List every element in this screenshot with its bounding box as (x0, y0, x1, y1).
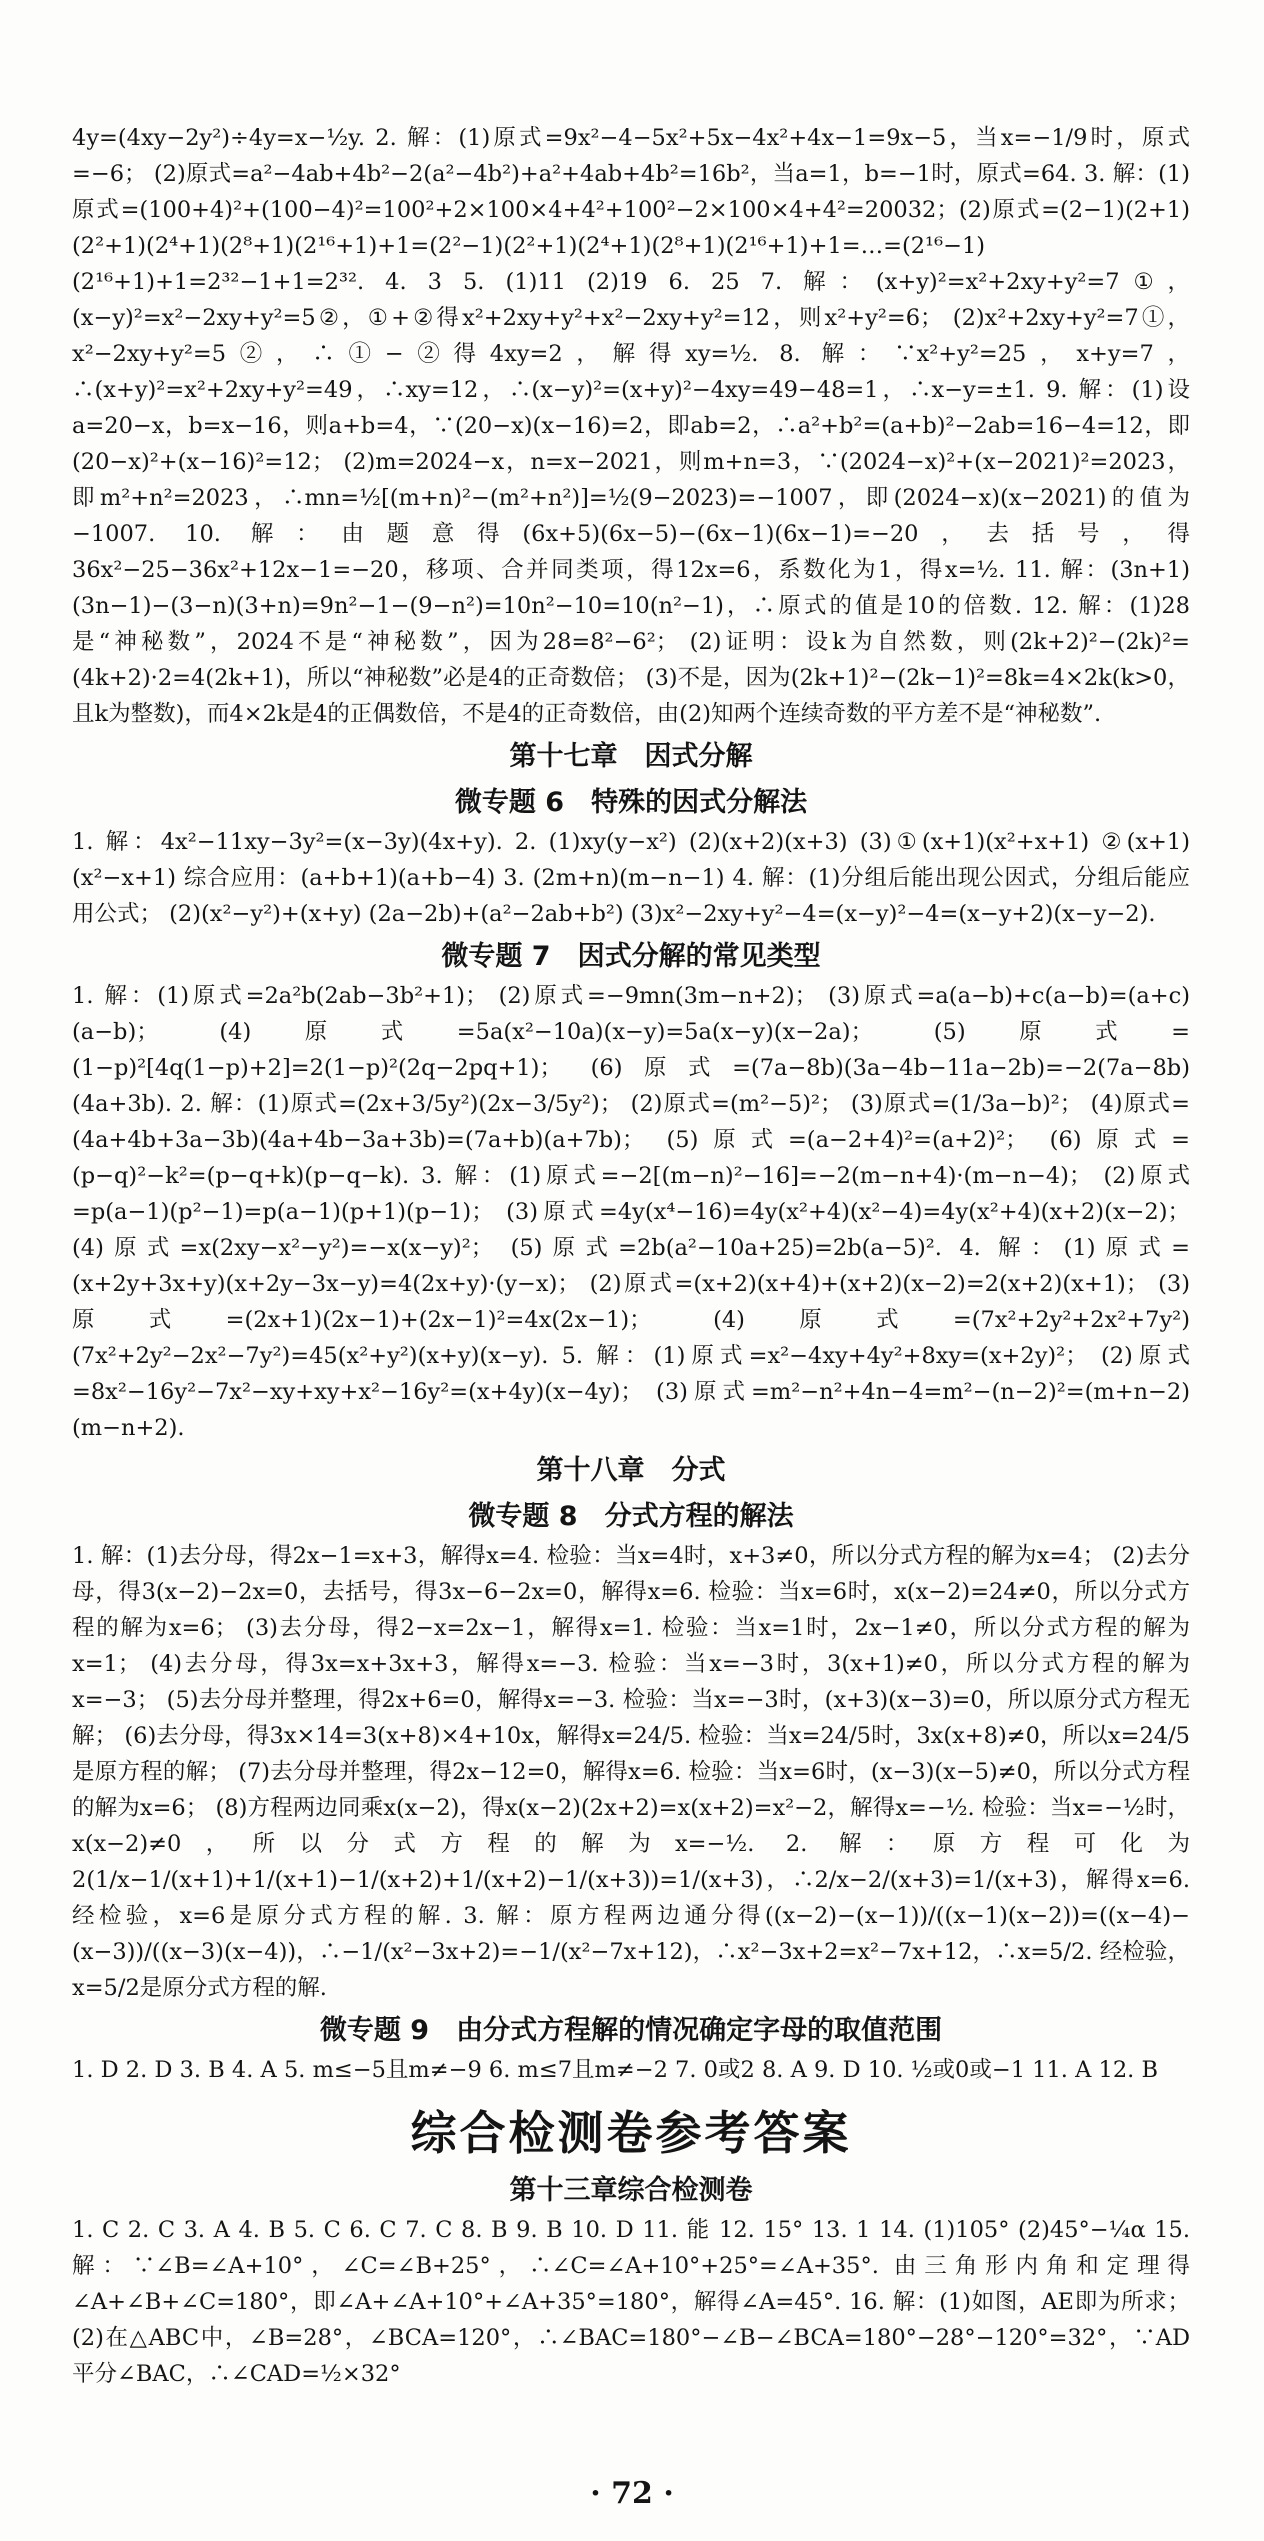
answers-micro-topic-7: 1. 解：(1)原式=2a²b(2ab−3b²+1)； (2)原式=−9mn(3m−n+2)； (3)原式=a(a−b)+c(a−b)=(a+c)(a−b)； (4)原式=5a(x²−10a)(x−y)=5a(x−y)(x−2a)； (5)原式=(1−p)²[4q(1−p)+2]=2(1−p)²(2q−2pq+1)； (6)原式=(7a−8b)(3a−4b−11a−2b)=−2(7a−8b)(4a+3b). 2. 解：(1)原式=(2x+3/5y²)(2x−3/5y²)； (2)原式=(m²−5)²； (3)原式=(1/3a−b)²； (4)原式=(4a+4b+3a−3b)(4a+4b−3a+3b)=(7a+b)(a+7b)； (5)原式=(a−2+4)²=(a+2)²； (6)原式=(p−q)²−k²=(p−q+k)(p−q−k). 3. 解：(1)原式=−2[(m−n)²−16]=−2(m−n+4)·(m−n−4)； (2)原式=p(a−1)(p²−1)=p(a−1)(p+1)(p−1)； (3)原式=4y(x⁴−16)=4y(x²+4)(x²−4)=4y(x²+4)(x+2)(x−2)； (4)原式=x(2xy−x²−y²)=−x(x−y)²； (5)原式=2b(a²−10a+25)=2b(a−5)². 4. 解：(1)原式=(x+2y+3x+y)(x+2y−3x−y)=4(2x+y)·(y−x)； (2)原式=(x+2)(x+4)+(x+2)(x−2)=2(x+2)(x+1)； (3)原式=(2x+1)(2x−1)+(2x−1)²=4x(2x−1)； (4)原式=(7x²+2y²+2x²+7y²)(7x²+2y²−2x²−7y²)=45(x²+y²)(x+y)(x−y). 5. 解：(1)原式=x²−4xy+4y²+8xy=(x+2y)²； (2)原式=8x²−16y²−7x²−xy+xy+x²−16y²=(x+4y)(x−4y)； (3)原式=m²−n²+4n−4=m²−(n−2)²=(m+n−2)(m−n+2). (72, 983, 1190, 1441)
answer-text-body (72, 120, 1190, 2392)
chapter-17-title: 第十七章 因式分解 (509, 741, 753, 772)
answers-chapter-13-test: 1. C 2. C 3. A 4. B 5. C 6. C 7. C 8. B 9. B 10. D 11. 能 12. 15° 13. 1 14. (1)105° (2)45°−¼α 15. 解：∵∠B=∠A+10°，∠C=∠B+25°，∴∠C=∠A+10°+25°=∠A+35°. 由三角形内角和定理得∠A+∠B+∠C=180°，即∠A+∠A+10°+∠A+35°=180°，解得∠A=45°. 16. 解：(1)如图，AE即为所求； (2)在△ABC中，∠B=28°，∠BCA=120°，∴∠BAC=180°−∠B−∠BCA=180°−28°−120°=32°，∵AD平分∠BAC，∴∠CAD=½×32° (72, 2217, 1190, 2387)
comprehensive-test-answers-title: 综合检测卷参考答案 (410, 2106, 852, 2160)
answers-chapter-14-continued: 4y=(4xy−2y²)÷4y=x−½y. 2. 解：(1)原式=9x²−4−5x²+5x−4x²+4x−1=9x−5，当x=−1/9时，原式=−6； (2)原式=a²−4ab+4b²−2(a²−4b²)+a²+4ab+4b²=16b²，当a=1，b=−1时，原式=64. 3. 解：(1)原式=(100+4)²+(100−4)²=100²+2×100×4+4²+100²−2×100×4+4²=20032；(2)原式=(2−1)(2+1)(2²+1)(2⁴+1)(2⁸+1)(2¹⁶+1)+1=(2²−1)(2²+1)(2⁴+1)(2⁸+1)(2¹⁶+1)+1=…=(2¹⁶−1)(2¹⁶+1)+1=2³²−1+1=2³². 4. 3 5. (1)11 (2)19 6. 25 7. 解：(x+y)²=x²+2xy+y²=7①，(x−y)²=x²−2xy+y²=5②，①+②得x²+2xy+y²+x²−2xy+y²=12，则x²+y²=6； (2)x²+2xy+y²=7①，x²−2xy+y²=5②，∴①−②得4xy=2，解得xy=½. 8. 解：∵x²+y²=25，x+y=7，∴(x+y)²=x²+2xy+y²=49，∴xy=12，∴(x−y)²=(x+y)²−4xy=49−48=1，∴x−y=±1. 9. 解：(1)设a=20−x，b=x−16，则a+b=4，∵(20−x)(x−16)=2，即ab=2，∴a²+b²=(a+b)²−2ab=16−4=12，即(20−x)²+(x−16)²=12； (2)m=2024−x，n=x−2021，则m+n=3，∵(2024−x)²+(x−2021)²=2023，即m²+n²=2023，∴mn=½[(m+n)²−(m²+n²)]=½(9−2023)=−1007，即(2024−x)(x−2021)的值为−1007. 10. 解：由题意得(6x+5)(6x−5)−(6x−1)(6x−1)=−20，去括号，得36x²−25−36x²+12x−1=−20，移项、合并同类项，得12x=6，系数化为1，得x=½. 11. 解：(3n+1)(3n−1)−(3−n)(3+n)=9n²−1−(9−n²)=10n²−10=10(n²−1)，∴原式的值是10的倍数. 12. 解：(1)28是“神秘数”，2024不是“神秘数”，因为28=8²−6²； (2)证明：设k为自然数，则(2k+2)²−(2k)²=(4k+2)·2=4(2k+1)，所以“神秘数”必是4的正奇数倍； (3)不是，因为(2k+1)²−(2k−1)²=8k=4×2k(k>0，且k为整数)，而4×2k是4的正偶数倍，不是4的正奇数倍，由(2)知两个连续奇数的平方差不是“神秘数”. (72, 125, 1190, 727)
micro-topic-6-title: 微专题 6 特殊的因式分解法 (454, 787, 808, 818)
answers-micro-topic-6: 1. 解：4x²−11xy−3y²=(x−3y)(4x+y). 2. (1)xy(y−x²) (2)(x+2)(x+3) (3)①(x+1)(x²+x+1) ②(x+1)(x²−x+1) 综合应用：(a+b+1)(a+b−4) 3. (2m+n)(m−n−1) 4. 解：(1)分组后能出现公因式，分组后能应用公式； (2)(x²−y²)+(x+y) (2a−2b)+(a²−2ab+b²) (3)x²−2xy+y²−4=(x−y)²−4=(x−y+2)(x−y−2). (72, 829, 1190, 927)
answers-micro-topic-9: 1. D 2. D 3. B 4. A 5. m≤−5且m≠−9 6. m≤7且m≠−2 7. 0或2 8. A 9. D 10. ½或0或−1 11. A 12. B (72, 2057, 1158, 2083)
micro-topic-7-title: 微专题 7 因式分解的常见类型 (441, 941, 821, 972)
page-number: · 72 · (590, 2476, 674, 2511)
chapter-18-title: 第十八章 分式 (536, 1455, 726, 1486)
micro-topic-9-title: 微专题 9 由分式方程解的情况确定字母的取值范围 (319, 2015, 943, 2046)
answers-micro-topic-8: 1. 解：(1)去分母，得2x−1=x+3，解得x=4. 检验：当x=4时，x+3≠0，所以分式方程的解为x=4； (2)去分母，得3(x−2)−2x=0，去括号，得3x−6−2x=0，解得x=6. 检验：当x=6时，x(x−2)=24≠0，所以分式方程的解为x=6； (3)去分母，得2−x=2x−1，解得x=1. 检验：当x=1时，2x−1≠0，所以分式方程的解为x=1； (4)去分母，得3x=x+3x+3，解得x=−3. 检验：当x=−3时，3(x+1)≠0，所以分式方程的解为x=−3； (5)去分母并整理，得2x+6=0，解得x=−3. 检验：当x=−3时，(x+3)(x−3)=0，所以原分式方程无解； (6)去分母，得3x×14=3(x+8)×4+10x，解得x=24/5. 检验：当x=24/5时，3x(x+8)≠0，所以x=24/5是原方程的解； (7)去分母并整理，得2x−12=0，解得x=6. 检验：当x=6时，(x−3)(x−5)≠0，所以分式方程的解为x=6； (8)方程两边同乘x(x−2)，得x(x−2)(2x+2)=x(x+2)=x²−2，解得x=−½. 检验：当x=−½时，x(x−2)≠0，所以分式方程的解为x=−½. 2. 解：原方程可化为2(1/x−1/(x+1)+1/(x+1)−1/(x+2)+1/(x+2)−1/(x+3))=1/(x+3)，∴2/x−2/(x+3)=1/(x+3)，解得x=6. 经检验，x=6是原分式方程的解. 3. 解：原方程两边通分得((x−2)−(x−1))/((x−1)(x−2))=((x−4)−(x−3))/((x−3)(x−4))，∴−1/(x²−3x+2)=−1/(x²−7x+12)，∴x²−3x+2=x²−7x+12，∴x=5/2. 经检验，x=5/2是原分式方程的解. (72, 1543, 1190, 2001)
chapter-13-test-title: 第十三章综合检测卷 (509, 2175, 753, 2206)
micro-topic-8-title: 微专题 8 分式方程的解法 (468, 1501, 794, 1532)
